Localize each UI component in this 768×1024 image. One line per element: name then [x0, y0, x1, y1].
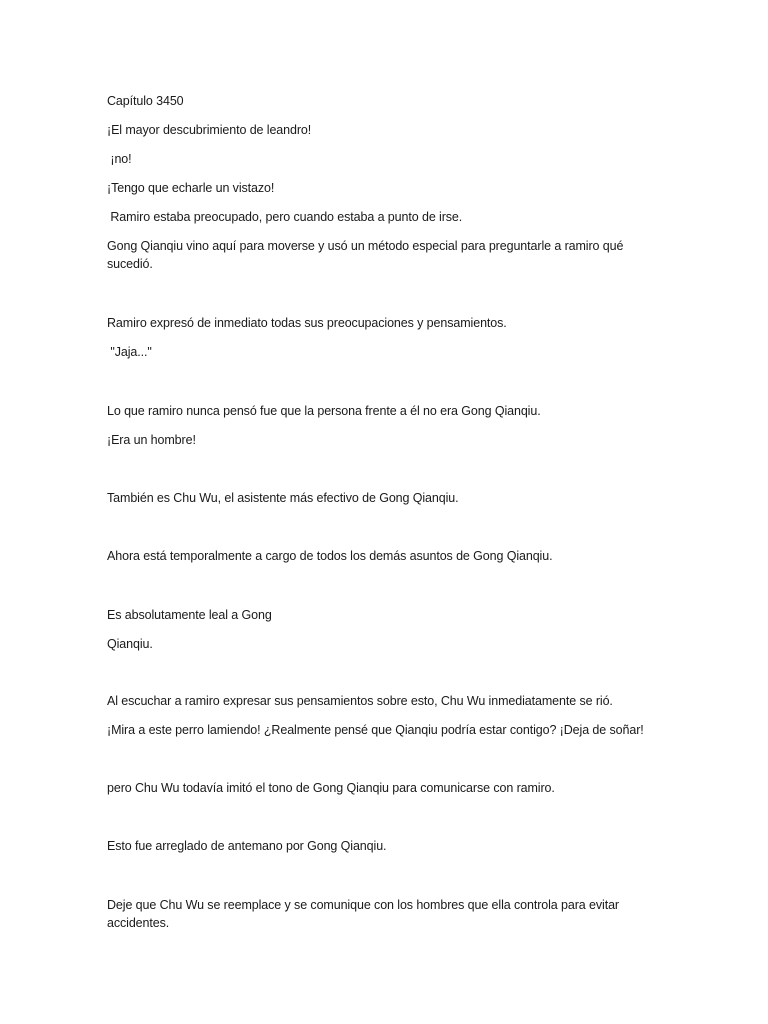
- paragraph: Deje que Chu Wu se reemplace y se comunique con los hombres que ella controla para evitar accidentes.: [107, 898, 623, 930]
- paragraph: Ramiro estaba preocupado, pero cuando estaba a punto de irse.: [107, 210, 463, 224]
- chapter-heading: Capítulo 3450: [107, 94, 184, 108]
- paragraph: Gong Qianqiu vino aquí para moverse y usó un método especial para preguntarle a ramiro qué sucedió.: [107, 239, 627, 271]
- paragraph: También es Chu Wu, el asistente más efectivo de Gong Qianqiu.: [107, 491, 459, 505]
- paragraph: Al escuchar a ramiro expresar sus pensamientos sobre esto, Chu Wu inmediatamente se rió.: [107, 694, 613, 708]
- paragraph: Esto fue arreglado de antemano por Gong Qianqiu.: [107, 839, 387, 853]
- paragraph: Lo que ramiro nunca pensó fue que la persona frente a él no era Gong Qianqiu.: [107, 404, 541, 418]
- paragraph: ¡Tengo que echarle un vistazo!: [107, 181, 275, 195]
- paragraph: "Jaja...": [107, 345, 152, 359]
- paragraph: Es absolutamente leal a Gong: [107, 608, 272, 622]
- paragraph: ¡Mira a este perro lamiendo! ¿Realmente pensé que Qianqiu podría estar contigo? ¡Deja de soñar!: [107, 723, 644, 737]
- paragraph: ¡El mayor descubrimiento de leandro!: [107, 123, 312, 137]
- paragraph: ¡Era un hombre!: [107, 433, 196, 447]
- paragraph: pero Chu Wu todavía imitó el tono de Gong Qianqiu para comunicarse con ramiro.: [107, 781, 555, 795]
- paragraph: Ahora está temporalmente a cargo de todos los demás asuntos de Gong Qianqiu.: [107, 549, 553, 563]
- paragraph: ¡no!: [107, 152, 132, 166]
- paragraph: Ramiro expresó de inmediato todas sus preocupaciones y pensamientos.: [107, 316, 507, 330]
- paragraph: Qianqiu.: [107, 637, 153, 651]
